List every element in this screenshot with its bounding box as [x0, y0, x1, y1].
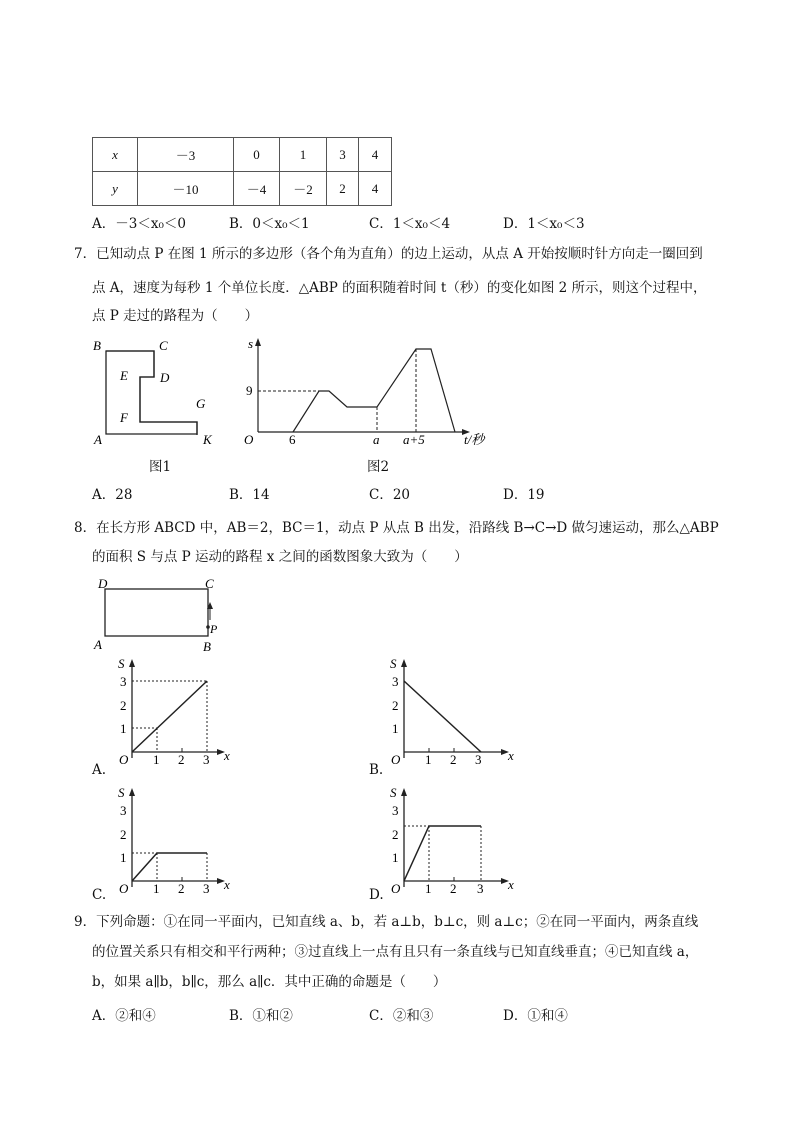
graph-d-x-label: x: [508, 877, 514, 892]
q8-graph-d: [384, 785, 519, 895]
q7-figure-1: [86, 335, 226, 475]
fig1-label-e: E: [120, 368, 128, 383]
table-cell: －3: [138, 138, 234, 172]
q7-figure-2: [236, 332, 506, 452]
q9-option-d: D．①和④: [503, 1008, 568, 1024]
q8-option-b: B.: [369, 762, 384, 778]
q9-line-2: 的位置关系只有相交和平行两种；③过直线上一点有且只有一条直线与已知直线垂直；④已知直线 a，: [92, 944, 699, 960]
q6-option-b: B．0＜x₀＜1: [229, 216, 310, 232]
q7-option-d: D．19: [503, 487, 545, 503]
fig2-t-label: t/秒: [464, 432, 485, 447]
q7-option-c: C．20: [369, 487, 411, 503]
graph-c-y2: 2: [120, 827, 127, 842]
fig1-label-b: B: [93, 338, 101, 353]
fig1-caption: 图1: [149, 459, 172, 475]
q8-graph-a: [112, 656, 237, 766]
graph-c-x-label: x: [224, 877, 230, 892]
graph-a-x1: 1: [153, 752, 160, 766]
q7-line-3: 点 P 走过的路程为（ ）: [92, 308, 259, 324]
graph-a-x2: 2: [178, 752, 185, 766]
fig2-xa5-label: a+5: [403, 432, 425, 447]
graph-a-x3: 3: [203, 752, 210, 766]
rect-label-p: P: [210, 622, 218, 636]
q7-line-1: 7．已知动点 P 在图 1 所示的多边形（各个角为直角）的边上运动，从点 A 开始按顺时针方向走一圈回到: [74, 246, 703, 262]
graph-d-x3: 3: [477, 881, 484, 895]
table-cell: 4: [359, 172, 392, 206]
fig2-s-label: s: [248, 336, 254, 351]
table-cell: －10: [138, 172, 234, 206]
q8-line-2: 的面积 S 与点 P 运动的路程 x 之间的函数图象大致为（ ）: [92, 549, 468, 565]
table-cell: 2: [327, 172, 359, 206]
graph-a-y1: 1: [120, 721, 127, 736]
q7-option-b: B．14: [229, 487, 270, 503]
fig1-label-f: F: [120, 410, 128, 425]
table-cell: 0: [234, 138, 280, 172]
fig2-x6-label: 6: [289, 432, 296, 447]
table-cell: 1: [280, 138, 327, 172]
q8-line-1: 8．在长方形 ABCD 中，AB＝2，BC＝1，动点 P 从点 B 出发，沿路线 B→C→D 做匀速运动，那么△ABP: [74, 520, 719, 536]
q9-option-b: B．①和②: [229, 1008, 293, 1024]
graph-c-s-label: S: [118, 785, 125, 800]
q8-option-d: D.: [369, 887, 384, 903]
graph-c-x3: 3: [203, 881, 210, 895]
q7-line-2: 点 A，速度为每秒 1 个单位长度．△ABP 的面积随着时间 t（秒）的变化如图 2 所示，则这个过程中，: [92, 280, 707, 296]
graph-b-origin: O: [391, 752, 401, 766]
graph-d-y1: 1: [392, 850, 399, 865]
table-header-cell: y: [93, 172, 138, 206]
graph-a-y2: 2: [120, 698, 127, 713]
graph-b-x3: 3: [475, 752, 482, 766]
table-cell: 3: [327, 138, 359, 172]
graph-b-y2: 2: [392, 698, 399, 713]
graph-b-x1: 1: [425, 752, 432, 766]
table-cell: －2: [280, 172, 327, 206]
fig2-y9-label: 9: [246, 383, 253, 398]
rect-label-c: C: [205, 576, 214, 591]
graph-d-x2: 2: [450, 881, 457, 895]
q9-line-3: b，如果 a∥b，b∥c，那么 a∥c．其中正确的命题是（ ）: [92, 974, 447, 990]
graph-d-y3: 3: [392, 803, 399, 818]
graph-b-x-label: x: [508, 748, 514, 763]
fig1-label-a: A: [94, 432, 102, 447]
table-header-cell: x: [93, 138, 138, 172]
table-row: [93, 172, 392, 206]
graph-b-x2: 2: [450, 752, 457, 766]
q6-option-d: D．1＜x₀＜3: [503, 216, 585, 232]
q8-graph-c: [112, 785, 237, 895]
fig1-label-k: K: [203, 432, 212, 447]
table-row: [93, 138, 392, 172]
q7-option-a: A．28: [92, 487, 133, 503]
table-cell: －4: [234, 172, 280, 206]
graph-c-y1: 1: [120, 850, 127, 865]
rect-label-b: B: [203, 639, 211, 654]
q8-option-a: A.: [92, 762, 107, 778]
q9-option-a: A．②和④: [92, 1008, 156, 1024]
q9-line-1: 9．下列命题：①在同一平面内，已知直线 a、b，若 a⊥b，b⊥c，则 a⊥c；②在同一平面内，两条直线: [74, 914, 699, 930]
graph-b-y1: 1: [392, 721, 399, 736]
q6-option-a: A．－3＜x₀＜0: [92, 216, 186, 232]
graph-d-s-label: S: [390, 785, 397, 800]
q8-rectangle-figure: [90, 574, 225, 654]
graph-a-s-label: S: [118, 656, 125, 671]
q6-option-c: C．1＜x₀＜4: [369, 216, 451, 232]
graph-d-origin: O: [391, 881, 401, 895]
graph-a-y3: 3: [120, 674, 127, 689]
graph-a-origin: O: [119, 752, 129, 766]
fig2-caption: 图2: [367, 459, 390, 475]
rect-label-a: A: [94, 637, 102, 652]
graph-c-origin: O: [119, 881, 129, 895]
graph-c-x1: 1: [153, 881, 160, 895]
table-cell: 4: [359, 138, 392, 172]
graph-d-y2: 2: [392, 827, 399, 842]
graph-b-s-label: S: [390, 656, 397, 671]
graph-a-x-label: x: [224, 748, 230, 763]
q8-graph-b: [384, 656, 519, 766]
q8-option-c: C.: [92, 887, 107, 903]
fig1-label-c: C: [159, 338, 168, 353]
graph-d-x1: 1: [425, 881, 432, 895]
fig1-label-d: D: [160, 370, 170, 385]
graph-c-x2: 2: [178, 881, 185, 895]
fig1-label-g: G: [196, 396, 206, 411]
rect-label-d: D: [98, 576, 108, 591]
graph-c-y3: 3: [120, 803, 127, 818]
fig2-origin-label: O: [244, 432, 254, 447]
fig2-xa-label: a: [373, 432, 380, 447]
graph-b-y3: 3: [392, 674, 399, 689]
q9-option-c: C．②和③: [369, 1008, 434, 1024]
xy-table: [92, 137, 392, 206]
